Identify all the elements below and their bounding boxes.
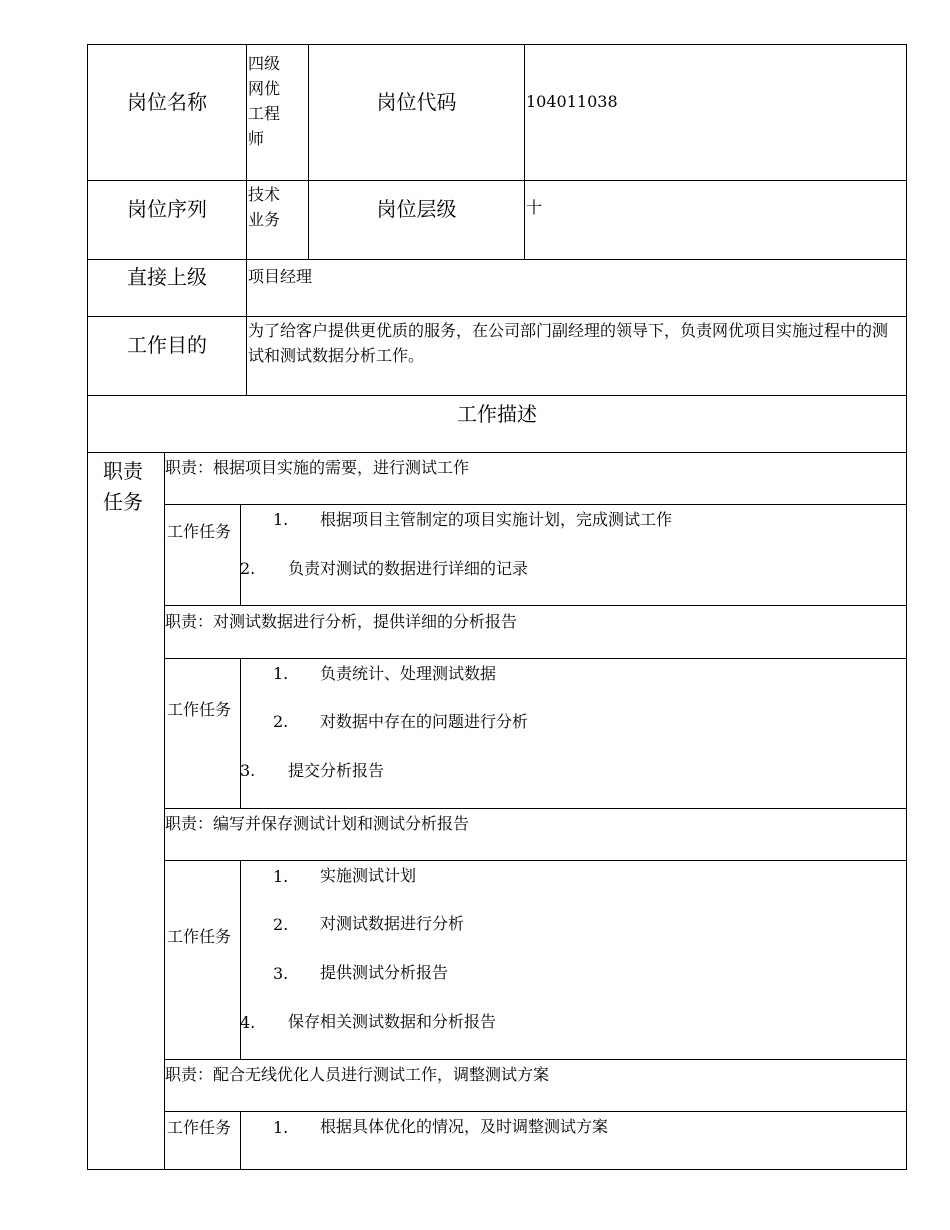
task-number: 4. bbox=[240, 1013, 256, 1032]
task-number: 3. bbox=[273, 964, 289, 983]
duty-divider bbox=[165, 860, 906, 861]
duty-divider bbox=[165, 658, 906, 659]
task-number: 2. bbox=[273, 915, 289, 934]
duty-divider bbox=[165, 605, 906, 606]
task-text: 保存相关测试数据和分析报告 bbox=[288, 1012, 497, 1031]
supervisor-label: 直接上级 bbox=[127, 265, 207, 289]
col-divider bbox=[308, 45, 309, 259]
task-number: 3. bbox=[240, 761, 256, 780]
col-divider bbox=[246, 45, 247, 395]
duty-title: 职责：编写并保存测试计划和测试分析报告 bbox=[165, 814, 470, 833]
purpose-label: 工作目的 bbox=[127, 333, 207, 357]
position-series-label: 岗位序列 bbox=[127, 197, 207, 221]
duty-divider bbox=[165, 1059, 906, 1060]
duty-divider bbox=[165, 1111, 906, 1112]
task-text: 根据项目主管制定的项目实施计划，完成测试工作 bbox=[320, 510, 673, 529]
position-name-value: 四级网优工程师 bbox=[248, 54, 281, 148]
task-number: 1. bbox=[273, 867, 289, 886]
task-number: 2. bbox=[273, 712, 289, 731]
duty-title: 职责：根据项目实施的需要，进行测试工作 bbox=[165, 458, 470, 477]
task-label: 工作任务 bbox=[167, 1118, 232, 1137]
task-text: 负责统计、处理测试数据 bbox=[320, 664, 497, 683]
task-col-divider bbox=[240, 658, 241, 808]
task-label: 工作任务 bbox=[167, 927, 232, 946]
task-col-divider bbox=[240, 1111, 241, 1169]
position-level-value: 十 bbox=[526, 198, 543, 217]
purpose-value: 为了给客户提供更优质的服务，在公司部门副经理的领导下，负责网优项目实施过程中的测试和测试数据分析工作。 bbox=[248, 321, 889, 365]
row-divider bbox=[88, 316, 906, 317]
position-name-label: 岗位名称 bbox=[127, 90, 207, 114]
duty-divider bbox=[165, 504, 906, 505]
description-title: 工作描述 bbox=[457, 402, 537, 426]
task-text: 提交分析报告 bbox=[288, 761, 385, 780]
row-divider bbox=[88, 259, 906, 260]
duty-divider bbox=[165, 808, 906, 809]
task-number: 2. bbox=[240, 559, 256, 578]
task-text: 根据具体优化的情况，及时调整测试方案 bbox=[320, 1117, 609, 1136]
duty-title: 职责：对测试数据进行分析，提供详细的分析报告 bbox=[165, 612, 518, 631]
duty-title: 职责：配合无线优化人员进行测试工作，调整测试方案 bbox=[165, 1065, 550, 1084]
duties-label: 职责任务 bbox=[103, 459, 143, 514]
position-code-value: 104011038 bbox=[526, 92, 618, 111]
task-number: 1. bbox=[273, 1118, 289, 1137]
position-series-value: 技术业务 bbox=[248, 185, 281, 229]
task-label: 工作任务 bbox=[167, 522, 232, 541]
supervisor-value: 项目经理 bbox=[248, 267, 313, 286]
row-divider bbox=[88, 395, 906, 396]
position-level-label: 岗位层级 bbox=[376, 197, 457, 221]
task-col-divider bbox=[240, 504, 241, 605]
task-text: 实施测试计划 bbox=[320, 866, 417, 885]
task-text: 负责对测试的数据进行详细的记录 bbox=[288, 559, 529, 578]
task-text: 对测试数据进行分析 bbox=[320, 914, 465, 933]
col-divider bbox=[164, 452, 165, 1169]
task-label: 工作任务 bbox=[167, 700, 232, 719]
task-text: 对数据中存在的问题进行分析 bbox=[320, 712, 529, 731]
position-code-label: 岗位代码 bbox=[376, 90, 457, 114]
row-divider bbox=[88, 180, 906, 181]
task-number: 1. bbox=[273, 510, 289, 529]
row-divider bbox=[88, 452, 906, 453]
task-text: 提供测试分析报告 bbox=[320, 963, 449, 982]
task-number: 1. bbox=[273, 664, 289, 683]
col-divider bbox=[524, 45, 525, 259]
